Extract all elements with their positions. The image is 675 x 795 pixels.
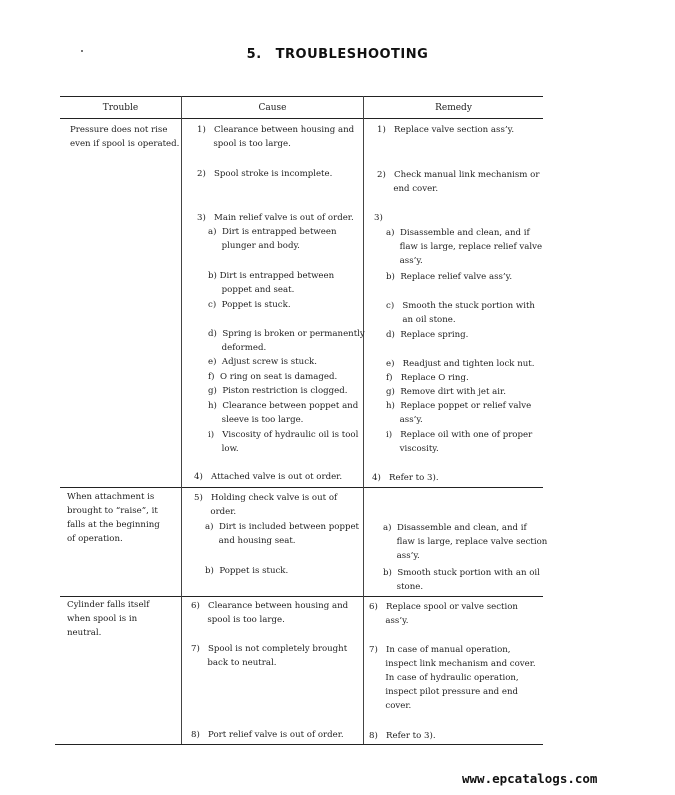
cell-line: 5) Holding check valve is out of <box>194 493 338 503</box>
remedy-item <box>386 357 534 371</box>
cell-line: h) Replace poppet or relief valve <box>386 401 532 411</box>
trouble-cell <box>70 123 179 151</box>
cause-item <box>191 728 344 742</box>
cause-item <box>208 298 291 312</box>
cause-item <box>191 599 348 627</box>
cell-line: a) Disassemble and clean, and if <box>383 523 527 533</box>
cell-line: poppet and seat. <box>208 285 295 295</box>
cell-line: c) Poppet is stuck. <box>208 300 291 310</box>
trouble-cell <box>67 598 149 640</box>
cell-line: low. <box>208 444 239 454</box>
cell-line: In case of hydraulic operation, <box>369 673 519 683</box>
cell-line: spool is too large. <box>197 139 291 149</box>
remedy-item <box>374 211 383 225</box>
cell-line: 3) Main relief valve is out of order. <box>197 213 354 223</box>
cause-item <box>194 470 342 484</box>
cell-line: back to neutral. <box>191 658 277 668</box>
cell-line: 8) Refer to 3). <box>369 731 436 741</box>
cause-item <box>208 355 317 369</box>
section-title: TROUBLESHOOTING <box>275 47 429 62</box>
cell-line: flaw is large, replace valve section <box>383 537 548 547</box>
remedy-item <box>386 428 532 456</box>
cell-line: a) Dirt is included between poppet <box>205 522 360 532</box>
column-divider <box>181 96 182 744</box>
header-rule <box>60 118 543 119</box>
cell-line: a) Disassemble and clean, and if <box>386 228 530 238</box>
cell-line: d) Replace spring. <box>386 330 469 340</box>
cell-line: c) Smooth the stuck portion with <box>386 301 535 311</box>
cell-line: 7) Spool is not completely brought <box>191 644 348 654</box>
remedy-item <box>386 226 542 268</box>
cell-line: order. <box>194 507 237 517</box>
cell-line: 2) Spool stroke is incomplete. <box>197 169 333 179</box>
cause-item <box>208 370 337 384</box>
cell-line: e) Adjust screw is stuck. <box>208 357 317 367</box>
cell-line: an oil stone. <box>386 315 456 325</box>
cell-line: plunger and body. <box>208 241 300 251</box>
remedy-item <box>386 371 469 385</box>
cell-line: b) Poppet is stuck. <box>205 566 289 576</box>
cell-line: i) Replace oil with one of proper <box>386 430 533 440</box>
remedy-item <box>372 471 439 485</box>
cell-line: end cover. <box>377 184 439 194</box>
cell-line: 1) Clearance between housing and <box>197 125 355 135</box>
cell-line: g) Remove dirt with jet air. <box>386 387 506 397</box>
cause-item <box>197 211 354 225</box>
cause-item <box>197 167 332 181</box>
cause-item <box>208 384 347 398</box>
column-header-trouble: Trouble <box>102 103 139 113</box>
cell-line: inspect pilot pressure and end <box>369 687 519 697</box>
cell-line: deformed. <box>208 343 267 353</box>
cell-line: ass’y. <box>386 256 423 266</box>
cell-line: b) Replace relief valve ass’y. <box>386 272 513 282</box>
cell-line: a) Dirt is entrapped between <box>208 227 337 237</box>
cell-line: f) O ring on seat is damaged. <box>208 372 338 382</box>
cell-line: of operation. <box>67 534 123 544</box>
cell-line: 8) Port relief valve is out of order. <box>191 730 344 740</box>
remedy-item <box>383 566 540 594</box>
trouble-cell <box>67 490 160 546</box>
cell-line: spool is too large. <box>191 615 285 625</box>
cause-item <box>205 520 359 548</box>
cell-line: flaw is large, replace relief valve <box>386 242 543 252</box>
table-top-rule <box>60 96 543 97</box>
cell-line: sleeve is too large. <box>208 415 304 425</box>
cell-line: ass’y. <box>386 415 423 425</box>
cell-line: Pressure does not rise <box>70 125 168 135</box>
cell-line: Cylinder falls itself <box>67 600 150 610</box>
cell-line: 3) <box>374 213 383 223</box>
cell-line: 4) Refer to 3). <box>372 473 439 483</box>
cell-line: i) Viscosity of hydraulic oil is tool <box>208 430 359 440</box>
cell-line: ass’y. <box>383 551 420 561</box>
cell-line: e) Readjust and tighten lock nut. <box>386 359 535 369</box>
remedy-item <box>377 123 514 137</box>
cause-item <box>208 399 358 427</box>
cell-line: neutral. <box>67 628 102 638</box>
page-title <box>0 47 675 62</box>
cell-line: f) Replace O ring. <box>386 373 469 383</box>
cell-line: inspect link mechanism and cover. <box>369 659 536 669</box>
cell-line: when spool is in <box>67 614 138 624</box>
cause-item <box>208 428 358 456</box>
table-bottom-rule <box>55 744 543 745</box>
footer-url: www.epcatalogs.com <box>462 771 598 786</box>
remedy-item <box>369 729 436 743</box>
row-divider <box>60 487 543 488</box>
cell-line: d) Spring is broken or permanently <box>208 329 365 339</box>
cell-line: and housing seat. <box>205 536 296 546</box>
cell-line: stone. <box>383 582 424 592</box>
cell-line: brought to “raise”, it <box>67 506 158 516</box>
cell-line: 4) Attached valve is out ot order. <box>194 472 343 482</box>
cause-item <box>191 642 347 670</box>
row-divider <box>60 596 543 597</box>
remedy-item <box>386 299 535 327</box>
cell-line: falls at the beginning <box>67 520 160 530</box>
cell-line: 1) Replace valve section ass’y. <box>377 125 515 135</box>
cell-line: even if spool is operated. <box>70 139 180 149</box>
remedy-item <box>369 643 536 713</box>
cell-line: viscosity. <box>386 444 439 454</box>
cause-item <box>208 225 337 253</box>
column-header-cause: Cause <box>258 103 287 113</box>
remedy-item <box>386 385 506 399</box>
cell-line: 6) Replace spool or valve section <box>369 602 518 612</box>
cell-line: When attachment is <box>67 492 155 502</box>
cell-line: g) Piston restriction is clogged. <box>208 386 348 396</box>
cell-line: b) Smooth stuck portion with an oil <box>383 568 540 578</box>
cause-item <box>205 564 288 578</box>
cell-line: 7) In case of manual operation, <box>369 645 511 655</box>
cell-line: 6) Clearance between housing and <box>191 601 349 611</box>
remedy-item <box>386 328 468 342</box>
cause-item <box>197 123 354 151</box>
remedy-item <box>386 270 512 284</box>
cell-line: b) Dirt is entrapped between <box>208 271 335 281</box>
remedy-item <box>369 600 518 628</box>
remedy-item <box>386 399 531 427</box>
column-divider <box>363 96 364 744</box>
cause-item <box>194 491 337 519</box>
remedy-item <box>377 168 539 196</box>
remedy-item <box>383 521 547 563</box>
cause-item <box>208 327 365 355</box>
cell-line: 2) Check manual link mechanism or <box>377 170 540 180</box>
section-number: 5. <box>246 47 262 62</box>
cell-line: h) Clearance between poppet and <box>208 401 359 411</box>
cause-item <box>208 269 334 297</box>
column-header-remedy: Remedy <box>435 103 472 113</box>
cell-line: ass’y. <box>369 616 409 626</box>
cell-line: cover. <box>369 701 412 711</box>
